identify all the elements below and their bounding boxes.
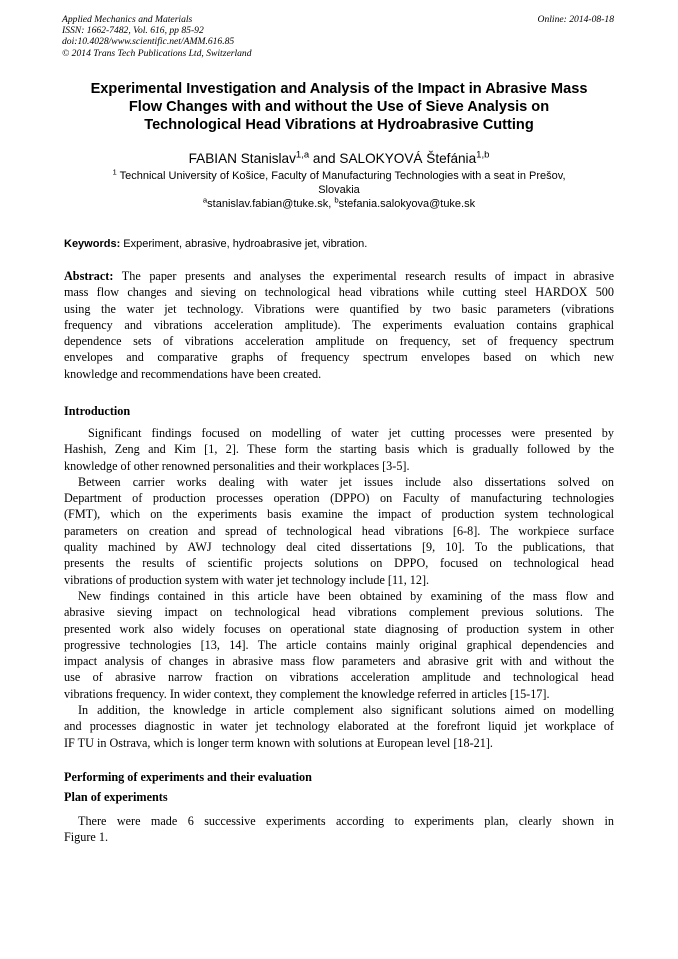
intro-line: impact analysis of changes in abrasive mass flow parameters and abrasive grit with and without the (64, 654, 614, 669)
journal-name: Applied Mechanics and Materials (62, 14, 193, 25)
abstract-line: dependence sets of vibrations acceleration amplitude on frequency, set of frequency spectrum (64, 334, 614, 349)
doi-line: doi:10.4028/www.scientific.net/AMM.616.85 (62, 36, 235, 48)
abstract-line: envelopes and comparative graphs of frequency spectrum envelopes based on which new (64, 350, 614, 365)
affiliation-text: Technical University of Košice, Faculty of Manufacturing Technologies with a seat in Prešov, (116, 170, 566, 182)
intro-line: Hashish, Zeng and Kim [1, 2]. These form the starting basis which is gradually followed by the (64, 442, 614, 457)
email-mark: a (202, 195, 208, 205)
author-affil-mark: 1,b (476, 149, 490, 161)
affiliation-text: Slovakia (318, 184, 360, 196)
abstract-line: knowledge and recommendations have been created. (64, 366, 322, 381)
intro-line: In addition, the knowledge in article complement also significant solutions aimed on modelling (78, 703, 614, 718)
intro-line: vibrations of production system with water jet technology include [11, 12]. (64, 572, 430, 587)
intro-line: parameters on creation and spread of technological head vibrations [6-8]. The workpiece surface (64, 523, 614, 538)
abstract-line: Abstract: The paper presents and analyses the experimental research results of impact in abrasive (64, 269, 614, 283)
abstract-block (64, 268, 614, 382)
abstract-label: Abstract: (64, 269, 114, 283)
journal-header (62, 14, 614, 59)
title-line: Experimental Investigation and Analysis of the Impact in Abrasive Mass (90, 81, 588, 97)
keywords-text: Experiment, abrasive, hydroabrasive jet, vibration. (120, 238, 368, 250)
intro-line: New findings contained in this article have been obtained by examining of the mass flow and (78, 588, 614, 603)
intro-line: Between carrier works dealing with water jet issues include also dissertations solved on (78, 474, 614, 489)
intro-line: IF TU in Ostrava, which is longer term known with solutions at European level [18-21]. (64, 735, 493, 750)
intro-line: presented work also widely focuses on operational state diagnosing of production system in other (64, 621, 614, 636)
intro-line: Department of production processes operation (DPPO) on Faculty of manufacturing technologies (64, 491, 614, 506)
experiments-heading: Performing of experiments and their evaluation (64, 770, 312, 784)
intro-line: quality machined by AWJ technology deal cited dissertations [9, 10]. To the publications, that (64, 540, 614, 555)
intro-line: (FMT), which on the experiments basis examine the impact of production system technological (64, 507, 614, 522)
introduction-body (64, 425, 614, 751)
abstract-line: mass flow changes and sieving on technological head vibrations while cutting steel HARDOX 500 (64, 285, 614, 300)
author-email[interactable]: stanislav.fabian@tuke.sk, (207, 198, 335, 210)
author-conjunction: and (309, 151, 340, 166)
affiliation-block (64, 169, 614, 211)
author-email[interactable]: stefania.salokyova@tuke.sk (338, 198, 476, 210)
keywords-line (64, 237, 614, 251)
affil-number: 1 (112, 167, 117, 177)
issn-line: ISSN: 1662-7482, Vol. 616, pp 85-92 (62, 25, 204, 37)
email-mark: b (334, 195, 339, 205)
introduction-heading: Introduction (64, 404, 131, 418)
intro-line: and processes diagnostic in water jet technology elaborated at the forefront liquid jet workplace of (64, 719, 614, 734)
abstract-line: using the water jet technology. Vibrations were quantified by two basic parameters (vibrations (64, 301, 614, 316)
intro-line: vibrations frequency. In wider context, they complement the knowledge referred in articles [15-17]. (64, 686, 550, 701)
intro-line: use of abrasive narrow fraction on vibrations acceleration amplitude and technological head (64, 670, 614, 685)
intro-line: Significant findings focused on modelling of water jet cutting processes were presented by (88, 426, 614, 440)
intro-line: presents the results of scientific projects solutions on DPPO, focused on technological head (64, 556, 614, 571)
author-name: SALOKYOVÁ Štefánia (339, 151, 477, 166)
author-affil-mark: 1,a (295, 149, 310, 161)
intro-line: abrasive sieving impact on technological head vibrations complement previous solutions. The (64, 605, 614, 620)
author-list (60, 151, 618, 167)
intro-line: progressive technologies [13, 14]. The article contains mainly original graphical dependencies and (64, 637, 614, 652)
keywords-label: Keywords: (64, 238, 121, 250)
intro-line: knowledge of other renowned personalities and their workplaces [3-5]. (64, 458, 410, 473)
title-line: Flow Changes with and without the Use of Sieve Analysis on (128, 99, 550, 115)
title-line: Technological Head Vibrations at Hydroabrasive Cutting (144, 117, 534, 133)
online-date: Online: 2014-08-18 (537, 14, 614, 25)
plan-subheading: Plan of experiments (64, 790, 168, 804)
experiments-line: There were made 6 successive experiments according to experiments plan, clearly shown in (78, 814, 614, 828)
experiments-line: Figure 1. (64, 830, 109, 845)
experiments-body (64, 813, 614, 846)
author-name: FABIAN Stanislav (188, 151, 296, 166)
paper-title (52, 80, 626, 134)
copyright-line: © 2014 Trans Tech Publications Ltd, Switzerland (62, 47, 252, 59)
abstract-line: frequency and vibrations acceleration amplitude). The experiments evaluation contains graphical (64, 317, 614, 332)
